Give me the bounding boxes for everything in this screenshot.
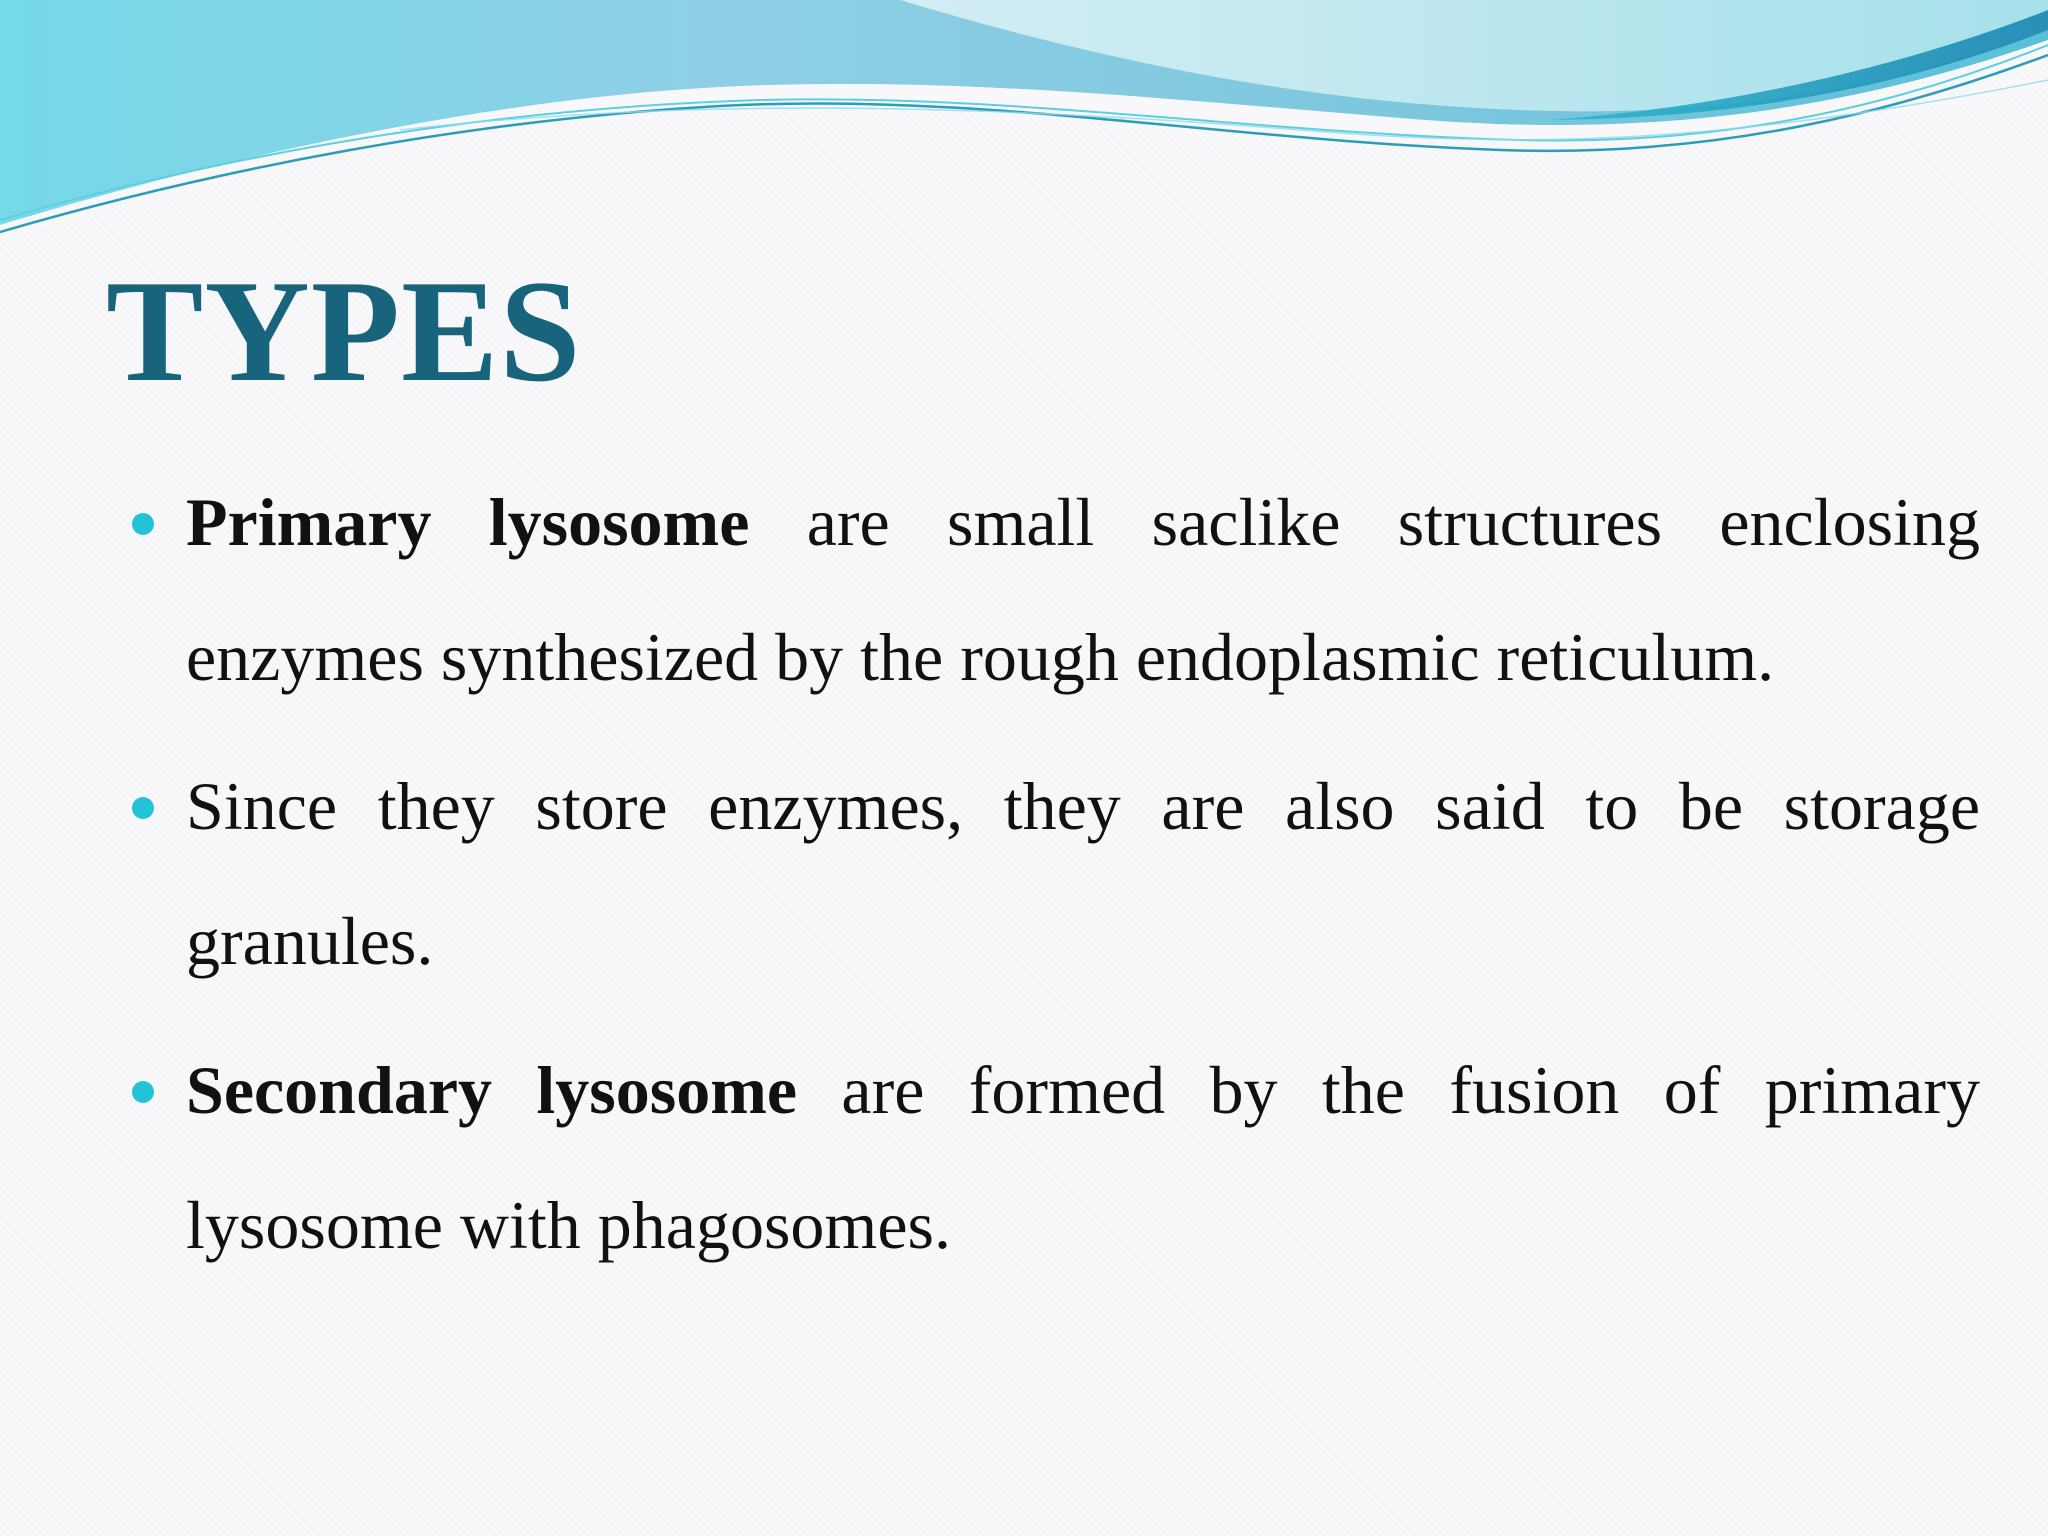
bullet-icon	[132, 797, 154, 819]
bullet-icon	[132, 1081, 154, 1103]
bullet-list	[128, 455, 1980, 1307]
bullet-item-primary-lysosome	[128, 455, 1980, 725]
bullet-text: Since they store enzymes, they are also said to be storage granules.	[186, 768, 1980, 979]
bullet-text: are formed by the fusion of primary lysosome with phagosomes.	[186, 1052, 1980, 1263]
bullet-item-secondary-lysosome	[128, 1023, 1980, 1293]
bullet-item-storage-granules	[128, 739, 1980, 1009]
bullet-icon	[132, 513, 154, 535]
bullet-term: Secondary lysosome	[186, 1052, 798, 1128]
slide-title: TYPES	[106, 250, 582, 412]
bullet-text: are small saclike structures enclosing enzymes synthesized by the rough endoplasmic reticulum.	[186, 484, 1980, 695]
bullet-term: Primary lysosome	[186, 484, 750, 560]
header-wave-decoration	[0, 0, 2048, 240]
